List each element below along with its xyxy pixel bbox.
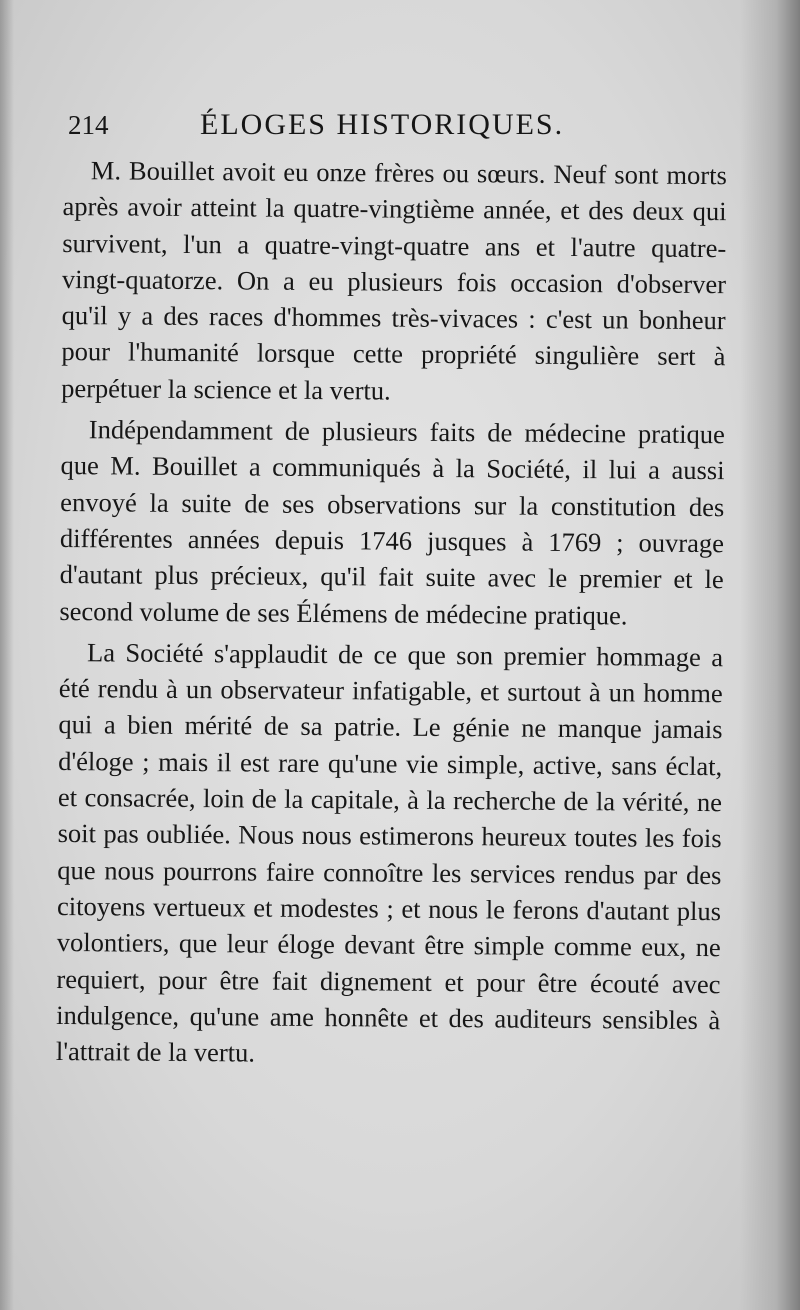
paragraph-observations: Indépendamment de plusieurs faits de médecine pratique que M. Bouillet a communiqués à la Société, il lui a aussi envoyé la suite de ses observations sur la constitution des différentes années depuis 1746 jusques à 1769 ; ouvrage d'autant plus précieux, qu'il fait suite avec le premier et le second volume de ses Élémens de médecine pratique. [59,414,725,631]
paragraph-society-tribute: La Société s'applaudit de ce que son premier hommage a été rendu à un observateur infatigable, et surtout à un homme qui a bien mérité de sa patrie. Le génie ne manque jamais d'éloge ; mais il est rare qu'une vie simple, active, sans éclat, et consacrée, loin de la capitale, à la recherche de la vérité, ne soit pas oubliée. Nous nous estimerons heureux toutes les fois que nous pourrons faire connoître les services rendus par des citoyens vertueux et modestes ; et nous le ferons d'autant plus volontiers, que leur éloge devant être simple comme eux, ne requiert, pour être fait dignement et pour être écouté avec indulgence, qu'une ame honnête et des auditeurs sensibles à l'attrait de la vertu. [55,637,724,1068]
body-text [56,152,727,1080]
page-left-edge-shadow [0,0,14,1310]
page-right-edge-shadow [740,0,800,1310]
running-title: ÉLOGES HISTORIQUES. [200,108,565,141]
page-number: 214 [68,110,109,140]
page-header [68,100,678,150]
paragraph-siblings-longevity: M. Bouillet avoit eu onze frères ou sœurs. Neuf sont morts après avoir atteint la quatre-vingtième année, et des deux qui survivent, l'un a quatre-vingt-quatre ans et l'autre quatre-vingt-quatorze. On a eu plusieurs fois occasion d'observer qu'il y a des races d'hommes très-vivaces : c'est un bonheur pour l'humanité lorsque cette propriété singulière sert à perpétuer la science et la vertu. [61,155,727,406]
